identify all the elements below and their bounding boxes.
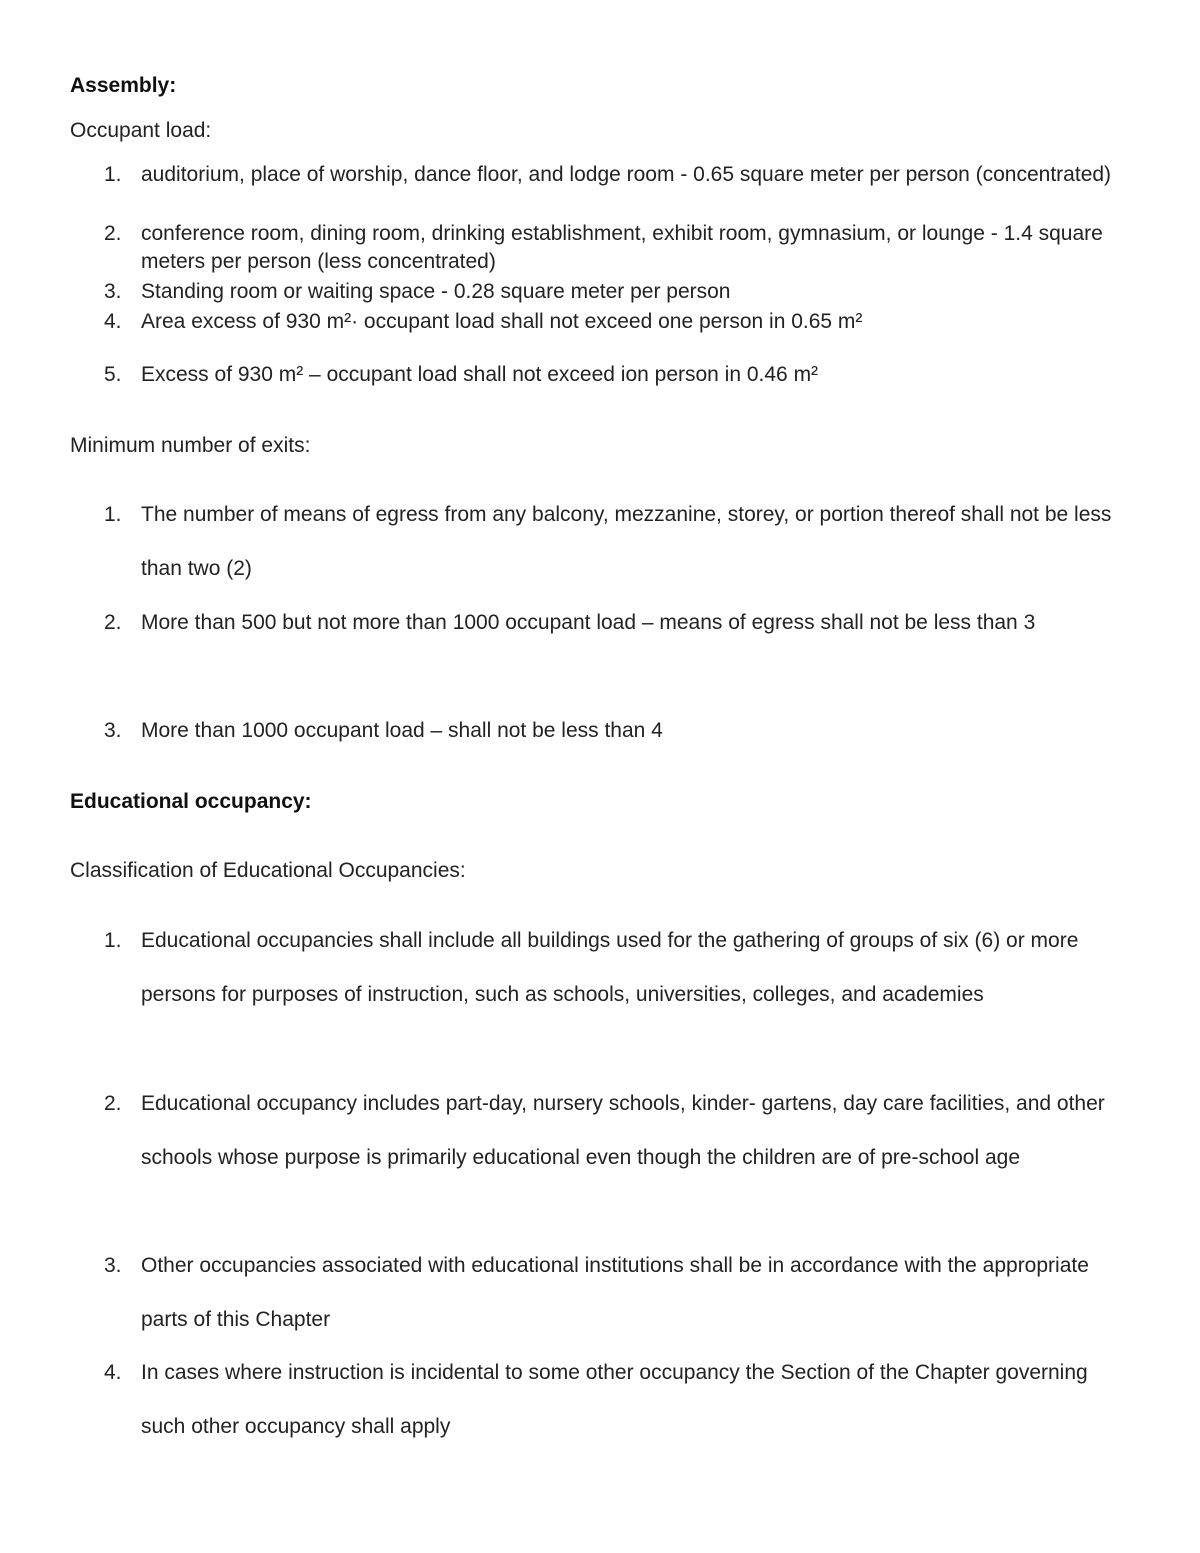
list-number: 2. (104, 611, 122, 634)
list-number: 5. (104, 363, 122, 386)
list-text: In cases where instruction is incidental to some other occupancy the Section of the Chapter governing such other occupancy shall apply (141, 1361, 1088, 1438)
list-text: Educational occupancies shall include all buildings used for the gathering of groups of six (6) or more persons for purposes of instruction, such as schools, universities, colleges, and academies (141, 929, 1079, 1006)
list-text: More than 1000 occupant load – shall not be less than 4 (141, 719, 663, 742)
list-number: 3. (104, 280, 122, 303)
list-number: 1. (104, 163, 122, 186)
list-number: 4. (104, 1361, 122, 1384)
list-number: 2. (104, 222, 122, 245)
list-text: More than 500 but not more than 1000 occupant load – means of egress shall not be less than 3 (141, 611, 1036, 634)
list-text: Standing room or waiting space - 0.28 square meter per person (141, 280, 731, 303)
occupant-load-label: Occupant load: (70, 119, 212, 142)
list-text: auditorium, place of worship, dance floor, and lodge room - 0.65 square meter per person (concentrated) (141, 163, 1112, 186)
list-text: Educational occupancy includes part-day, nursery schools, kinder- gartens, day care facilities, and other schools whose purpose is primarily educational even though the children are of pre-school age (141, 1092, 1105, 1169)
educational-heading: Educational occupancy: (70, 790, 312, 813)
list-text: The number of means of egress from any balcony, mezzanine, storey, or portion thereof shall not be less than two (2) (141, 503, 1112, 580)
assembly-heading: Assembly: (70, 74, 177, 97)
classification-label: Classification of Educational Occupancies: (70, 859, 466, 882)
list-text: Excess of 930 m² – occupant load shall not exceed ion person in 0.46 m² (141, 363, 819, 386)
list-text: Area excess of 930 m²· occupant load shall not exceed one person in 0.65 m² (141, 310, 863, 333)
list-text: conference room, dining room, drinking establishment, exhibit room, gymnasium, or lounge - 1.4 square meters per person (less concentrated) (141, 222, 1103, 273)
list-text: Other occupancies associated with educational institutions shall be in accordance with the appropriate parts of this Chapter (141, 1254, 1089, 1331)
list-number: 1. (104, 929, 122, 952)
list-number: 2. (104, 1092, 122, 1115)
list-number: 1. (104, 503, 122, 526)
minimum-exits-label: Minimum number of exits: (70, 434, 311, 457)
list-number: 3. (104, 1254, 122, 1277)
list-number: 4. (104, 310, 122, 333)
list-number: 3. (104, 719, 122, 742)
